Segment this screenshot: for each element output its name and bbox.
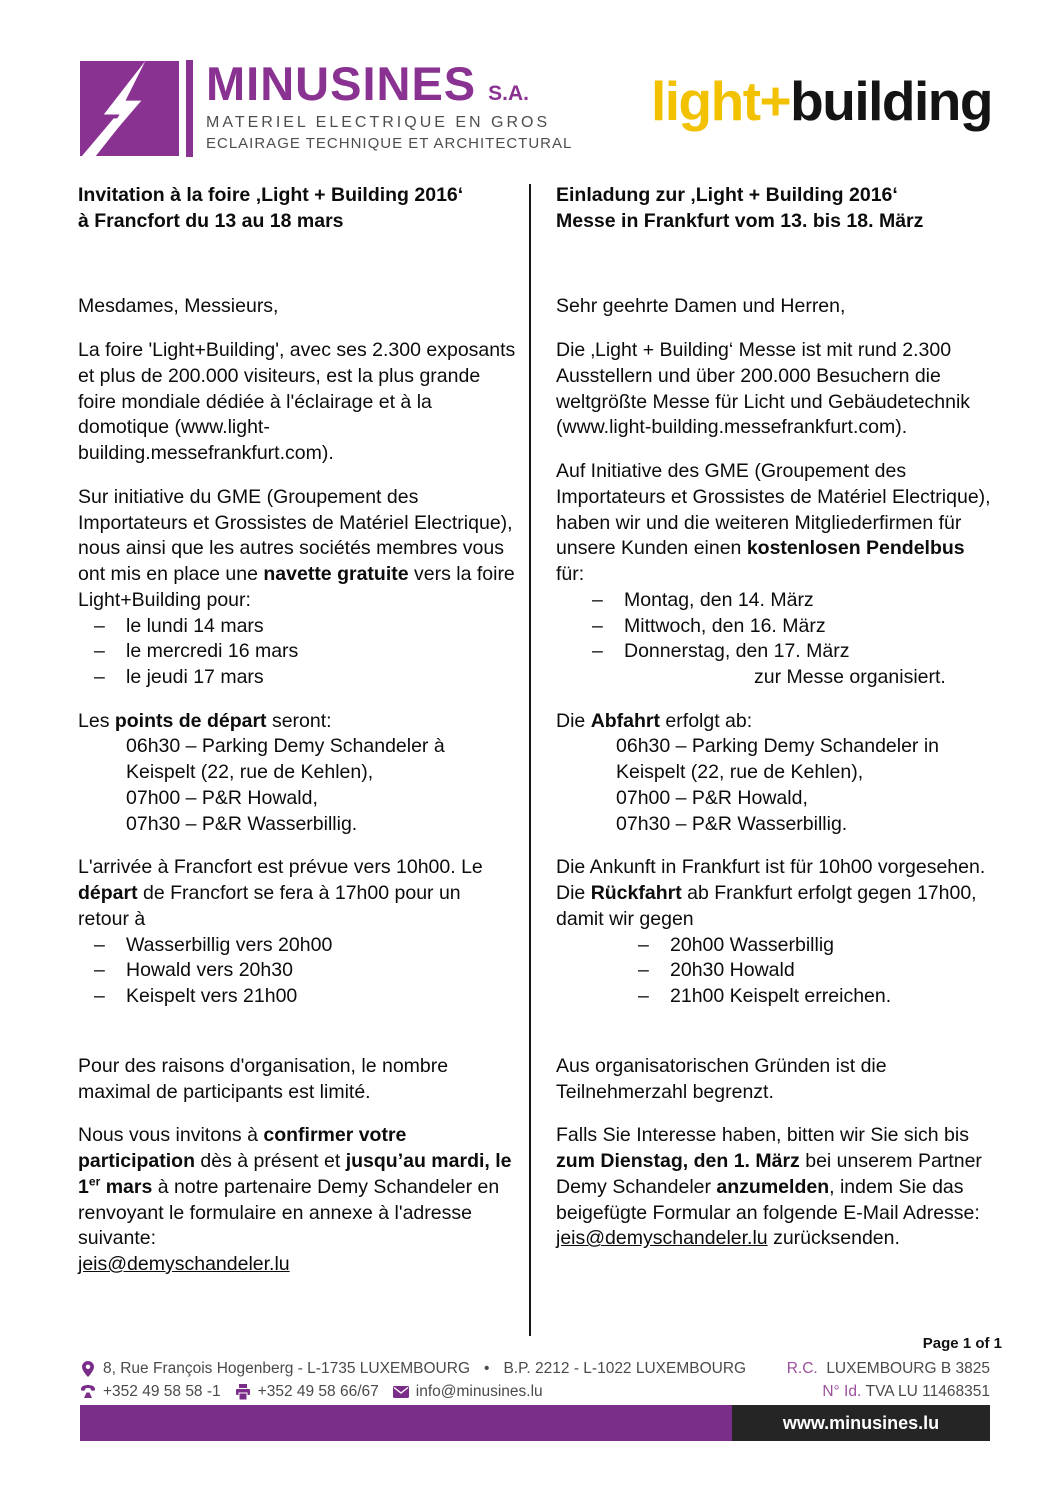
- german-heading-line1: Einladung zur ‚Light + Building 2016‘: [556, 184, 898, 206]
- logo-separator-bar: [186, 60, 193, 157]
- light-building-logo-building: building: [790, 70, 992, 132]
- footer-address-1: 8, Rue François Hogenberg - L-1735 LUXEMBOURG: [103, 1360, 470, 1377]
- list-item: – Howald vers 20h30: [78, 958, 516, 984]
- list-item: – Mittwoch, den 16. März: [556, 614, 998, 640]
- german-departure-heading: Die Abfahrt erfolgt ab:: [556, 709, 753, 732]
- vat-label: N° Id.: [822, 1383, 862, 1400]
- website-badge: [732, 1405, 990, 1441]
- german-confirm-paragraph: [556, 1123, 998, 1252]
- page-indicator: Page 1 of 1: [922, 1335, 1002, 1352]
- list-item: – Wasserbillig vers 20h00: [78, 933, 516, 959]
- german-limit-paragraph: Aus organisatorischen Gründen ist die Teilnehmerzahl begrenzt.: [556, 1054, 887, 1103]
- company-tagline-1: MATERIEL ELECTRIQUE EN GROS: [206, 114, 551, 131]
- email-link[interactable]: jeis@demyschandeler.lu: [556, 1227, 768, 1250]
- departure-line: 06h30 – Parking Demy Schandeler à Keispelt (22, rue de Kehlen),: [126, 735, 445, 784]
- footer-registry-block: [787, 1357, 990, 1403]
- departure-line: 07h00 – P&R Howald,: [616, 786, 808, 809]
- fax-icon: [235, 1384, 251, 1400]
- location-pin-icon: [80, 1361, 96, 1377]
- list-item: – Donnerstag, den 17. März: [556, 639, 998, 665]
- french-departure-heading: Les points de départ seront:: [78, 709, 332, 732]
- french-limit-paragraph: Pour des raisons d'organisation, le nombre maximal de participants est limité.: [78, 1054, 449, 1103]
- french-heading-line2: à Francfort du 13 au 18 mars: [78, 209, 344, 232]
- envelope-icon: [393, 1384, 409, 1400]
- footer-fax: +352 49 58 66/67: [257, 1383, 379, 1400]
- logo-text-block: [206, 57, 573, 157]
- german-heading-line2: Messe in Frankfurt vom 13. bis 18. März: [556, 209, 924, 232]
- list-item: – 20h30 Howald: [556, 958, 998, 984]
- company-name: MINUSINES: [206, 57, 477, 110]
- vat-value: TVA LU 11468351: [865, 1383, 990, 1400]
- french-arrival-paragraph: L'arrivée à Francfort est prévue vers 10h00. Le départ de Francfort se fera à 17h00 pour un retour à: [78, 856, 483, 930]
- german-intro-paragraph: Die ‚Light + Building‘ Messe ist mit rund 2.300 Ausstellern und über 200.000 Besuchern die weltgrößte Messe für Licht und Gebäudetechnik (www.light-building.messefrankfurt.com).: [556, 339, 971, 439]
- german-confirm-text: Falls Sie Interesse haben, bitten wir Sie sich bis zum Dienstag, den 1. März bei unserem Partner Demy Schandeler anzumelden, indem Sie das beigefügte Formular an folgende E-Mail Adresse:: [556, 1124, 982, 1224]
- departure-line: 07h00 – P&R Howald,: [126, 786, 318, 809]
- departure-line: 07h30 – P&R Wasserbillig.: [616, 812, 848, 835]
- list-item: – le lundi 14 mars: [78, 614, 516, 640]
- website-url: www.minusines.lu: [782, 1412, 940, 1433]
- list-item: – le jeudi 17 mars: [78, 665, 516, 691]
- phone-icon: [80, 1384, 96, 1400]
- french-heading-line1: Invitation à la foire ‚Light + Building 2016‘: [78, 184, 464, 206]
- footer-address-separator: •: [484, 1360, 490, 1377]
- list-item: – 20h00 Wasserbillig: [556, 933, 998, 959]
- list-item: – Montag, den 14. März: [556, 588, 998, 614]
- french-column: [78, 183, 516, 1278]
- french-intro-paragraph: La foire 'Light+Building', avec ses 2.300 exposants et plus de 200.000 visiteurs, est la plus grande foire mondiale dédiée à l'éclairage et à la domotique (www.light-building.messefrankfurt.com).: [78, 339, 516, 465]
- french-confirm-text: Nous vous invitons à confirmer votre participation dès à présent et jusqu’au mardi, le 1er mars à notre partenaire Demy Schandeler en renvoyant le formulaire en annexe à l'adresse suivante:: [78, 1124, 512, 1250]
- german-confirm-suffix: zurücksenden.: [767, 1227, 900, 1250]
- german-column: [556, 183, 998, 1252]
- german-arrival-paragraph: Die Ankunft in Frankfurt ist für 10h00 vorgesehen. Die Rückfahrt ab Frankfurt erfolgt gegen 17h00, damit wir gegen: [556, 856, 986, 930]
- list-item: – Keispelt vers 21h00: [78, 984, 516, 1010]
- list-item: – le mercredi 16 mars: [78, 639, 516, 665]
- french-salutation: Mesdames, Messieurs,: [78, 295, 279, 318]
- footer-contact-block: [80, 1357, 746, 1403]
- german-shuttle-closing: zur Messe organisiert.: [754, 666, 946, 689]
- german-heading: [556, 183, 998, 234]
- footer-address-2: B.P. 2212 - L-1022 LUXEMBOURG: [503, 1360, 747, 1377]
- german-salutation: Sehr geehrte Damen und Herren,: [556, 295, 846, 318]
- footer-brand-bar: [80, 1405, 990, 1441]
- minusines-logo: [80, 57, 573, 157]
- french-confirm-paragraph: [78, 1123, 516, 1277]
- light-building-logo: [650, 70, 992, 132]
- footer-email[interactable]: info@minusines.lu: [415, 1383, 543, 1400]
- rc-value: LUXEMBOURG B 3825: [826, 1360, 990, 1377]
- footer-phone: +352 49 58 58 -1: [103, 1383, 221, 1400]
- german-shuttle-paragraph: Auf Initiative des GME (Groupement des Importateurs et Grossistes de Matériel Electrique), haben wir und die weiteren Mitgliederfirmen für unsere Kunden einen kostenlosen Pendelbus für:: [556, 460, 991, 586]
- company-tagline-2: ECLAIRAGE TECHNIQUE ET ARCHITECTURAL: [206, 135, 573, 152]
- rc-label: R.C.: [786, 1360, 818, 1377]
- list-item: – 21h00 Keispelt erreichen.: [556, 984, 998, 1010]
- email-link[interactable]: jeis@demyschandeler.lu: [78, 1252, 290, 1275]
- french-shuttle-paragraph: Sur initiative du GME (Groupement des Importateurs et Grossistes de Matériel Electrique), nous ainsi que les autres sociétés membres vous ont mis en place une navette gratuite vers la foire Light+Building pour:: [78, 485, 515, 611]
- french-heading: [78, 183, 516, 234]
- departure-line: 06h30 – Parking Demy Schandeler in Keispelt (22, rue de Kehlen),: [616, 735, 940, 784]
- departure-line: 07h30 – P&R Wasserbillig.: [126, 812, 358, 835]
- column-divider-line: [529, 184, 531, 1336]
- lightning-bolt-icon: [80, 60, 179, 157]
- company-suffix: S.A.: [488, 82, 529, 105]
- light-building-logo-light: light+: [650, 70, 791, 132]
